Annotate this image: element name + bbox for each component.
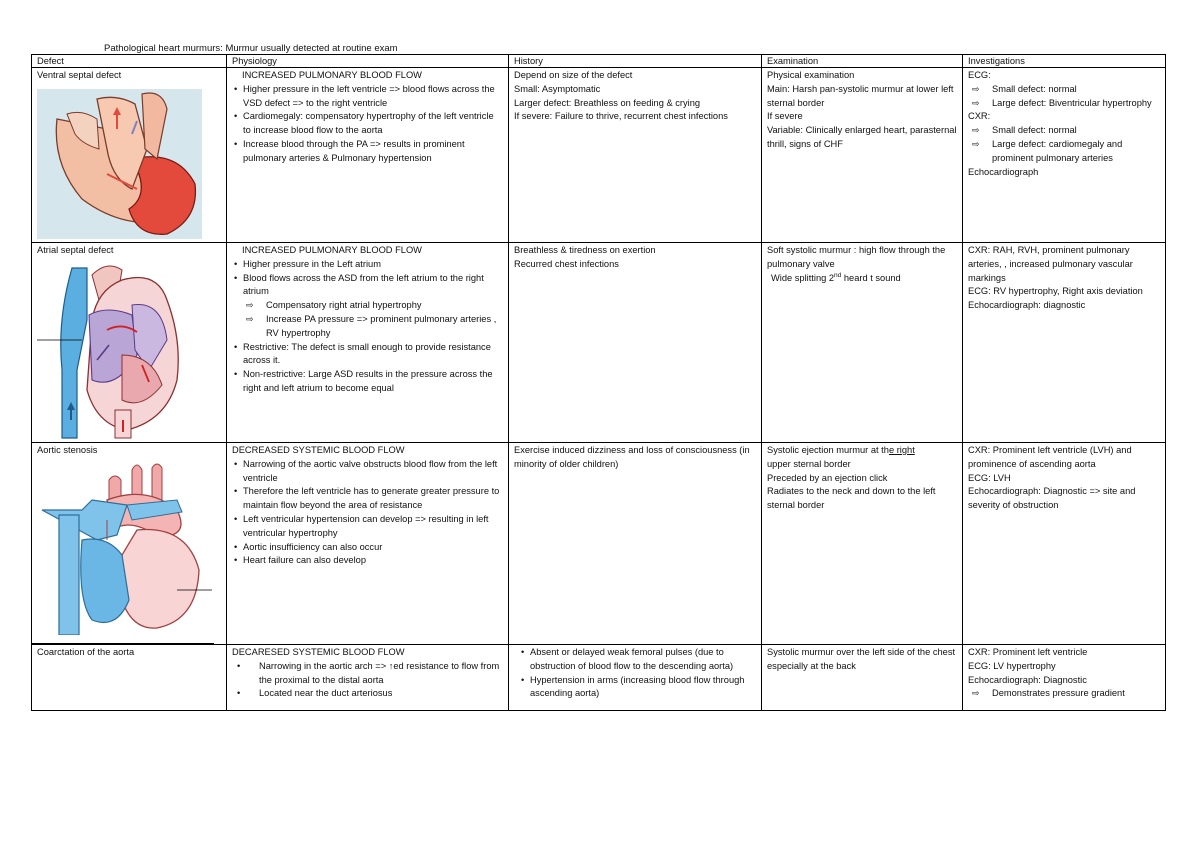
history-line: Exercise induced dizziness and loss of consciousness (in minority of older children): [514, 445, 750, 469]
exam-line: If severe: [767, 111, 803, 122]
history-line: Recurred chest infections: [514, 258, 619, 269]
investigation-line: CXR: Prominent left ventricle (LVH) and prominence of ascending aorta: [968, 445, 1132, 469]
list-item: • Therefore the left ventricle has to generate greater pressure to maintain flow beyond the area of resistance: [243, 485, 503, 513]
physiology-list: [232, 83, 503, 166]
examination-cell: [762, 443, 963, 645]
physiology-list: [232, 458, 503, 568]
exam-text: Systolic ejection murmur at th: [767, 445, 889, 455]
physiology-list: [232, 341, 503, 396]
aortic-stenosis-illustration: [37, 460, 212, 635]
investigation-line: Echocardiograph: Diagnostic => site and severity of obstruction: [968, 486, 1136, 511]
exam-line: Variable: Clinically enlarged heart, parasternal thrill, signs of CHF: [767, 125, 957, 149]
physiology-heading: INCREASED PULMONARY BLOOD FLOW: [242, 245, 422, 255]
list-item-text: Blood flows across the ASD from the left atrium to the right atrium: [243, 272, 484, 297]
exam-line: [767, 272, 957, 286]
exam-text: Wide splitting 2: [771, 272, 835, 283]
exam-line: Preceded by an ejection click: [767, 472, 888, 483]
header-physiology: Physiology: [227, 55, 509, 68]
investigation-line: ECG: LVH: [968, 472, 1011, 483]
physiology-list: [232, 660, 503, 701]
history-cell: [509, 443, 762, 645]
history-cell: [509, 645, 762, 711]
list-item: • Higher pressure in the Left atrium: [243, 258, 503, 272]
investigation-line: Echocardiograph: Diagnostic: [968, 674, 1087, 685]
table-row: [32, 443, 1166, 645]
list-item: ⇨ Large defect: cardiomegaly and prominent pulmonary arteries: [992, 138, 1160, 166]
physiology-cell: [227, 443, 509, 645]
list-item: • Absent or delayed weak femoral pulses (due to obstruction of blood flow to the descending aorta): [530, 646, 756, 674]
physiology-cell: [227, 243, 509, 443]
list-item: ⇨ Increase PA pressure => prominent pulmonary arteries , RV hypertrophy: [266, 313, 503, 341]
exam-text-underlined: e right: [888, 445, 915, 455]
defect-cell: [32, 645, 227, 711]
divider: [32, 643, 214, 644]
investigations-cell: [963, 243, 1166, 443]
table-header-row: [32, 55, 1166, 68]
history-line: If severe: Failure to thrive, recurrent chest infections: [514, 111, 728, 122]
history-line: Depend on size of the defect: [514, 70, 633, 80]
murmur-table: [31, 54, 1166, 711]
defect-name: Coarctation of the aorta: [37, 647, 135, 657]
list-item: • Narrowing of the aortic valve obstructs blood flow from the left ventricle: [243, 458, 503, 486]
exam-line: [767, 444, 957, 458]
header-investigations: Investigations: [963, 55, 1166, 68]
list-item: ⇨ Large defect: Biventricular hypertrophy: [992, 97, 1160, 111]
header-examination: Examination: [762, 55, 963, 68]
list-item: • Located near the duct arteriosus: [243, 687, 503, 701]
page-title: Pathological heart murmurs: Murmur usually detected at routine exam: [104, 43, 398, 54]
defect-name: Aortic stenosis: [37, 445, 98, 455]
investigations-cell: [963, 645, 1166, 711]
list-item: • Restrictive: The defect is small enough to provide resistance across it.: [243, 341, 503, 369]
table-row: [32, 645, 1166, 711]
investigation-list: [968, 687, 1160, 701]
ecg-label: ECG:: [968, 70, 991, 80]
history-list: [514, 646, 756, 701]
exam-line: Physical examination: [767, 70, 855, 80]
examination-cell: [762, 645, 963, 711]
examination-cell: [762, 68, 963, 243]
exam-line: Main: Harsh pan-systolic murmur at lower left sternal border: [767, 83, 954, 108]
physiology-heading: INCREASED PULMONARY BLOOD FLOW: [242, 70, 422, 80]
history-cell: [509, 68, 762, 243]
atrial-septal-defect-illustration: [37, 260, 187, 440]
list-item: [243, 272, 503, 300]
physiology-heading: DECREASED SYSTEMIC BLOOD FLOW: [232, 445, 405, 455]
physiology-cell: [227, 645, 509, 711]
history-line: Larger defect: Breathless on feeding & crying: [514, 97, 701, 108]
list-item: ⇨ Small defect: normal: [992, 124, 1160, 138]
defect-cell: [32, 243, 227, 443]
list-item: • Cardiomegaly: compensatory hypertrophy of the left ventricle to increase blood flow to the aorta: [243, 110, 503, 138]
header-history: History: [509, 55, 762, 68]
echo-line: Echocardiograph: [968, 166, 1039, 177]
defect-name: Atrial septal defect: [37, 245, 114, 255]
physiology-cell: [227, 68, 509, 243]
exam-text: heard t sound: [841, 272, 901, 283]
list-item: • Higher pressure in the left ventricle => blood flows across the VSD defect => to the right ventricle: [243, 83, 503, 111]
exam-line: Soft systolic murmur : high flow through the pulmonary valve: [767, 245, 946, 269]
cxr-list: [968, 124, 1160, 165]
list-item: • Aortic insufficiency can also occur: [243, 541, 503, 555]
list-item: • Hypertension in arms (increasing blood flow through ascending aorta): [530, 674, 756, 702]
investigations-cell: [963, 443, 1166, 645]
cxr-label: CXR:: [968, 111, 991, 122]
list-item: • Heart failure can also develop: [243, 554, 503, 568]
header-defect: Defect: [32, 55, 227, 68]
history-line: Small: Asymptomatic: [514, 83, 601, 94]
ventricular-septal-defect-illustration: [37, 89, 202, 239]
table-row: [32, 68, 1166, 243]
investigation-line: ECG: LV hypertrophy: [968, 660, 1056, 671]
defect-cell: [32, 443, 227, 645]
defect-cell: [32, 68, 227, 243]
list-item: ⇨ Small defect: normal: [992, 83, 1160, 97]
physiology-sublist: [232, 299, 503, 340]
history-cell: [509, 243, 762, 443]
examination-cell: [762, 243, 963, 443]
list-item: • Non-restrictive: Large ASD results in the pressure across the right and left atrium to become equal: [243, 368, 503, 396]
investigations-cell: [963, 68, 1166, 243]
list-item: ⇨ Demonstrates pressure gradient: [992, 687, 1160, 701]
defect-name: Ventral septal defect: [37, 70, 122, 80]
investigation-line: Echocardiograph: diagnostic: [968, 300, 1086, 311]
investigation-line: CXR: RAH, RVH, prominent pulmonary arteries, , increased pulmonary vascular markings: [968, 245, 1133, 283]
investigation-line: CXR: Prominent left ventricle: [968, 647, 1088, 657]
list-item: • Narrowing in the aortic arch => ↑ed resistance to flow from the proximal to the distal aorta: [243, 660, 503, 688]
exam-line: upper sternal border: [767, 458, 851, 469]
physiology-heading: DECARESED SYSTEMIC BLOOD FLOW: [232, 647, 405, 657]
exam-superscript: nd: [834, 271, 842, 279]
list-item: • Increase blood through the PA => results in prominent pulmonary arteries & Pulmonary hypertension: [243, 138, 503, 166]
exam-line: Radiates to the neck and down to the left sternal border: [767, 486, 936, 511]
list-item: • Left ventricular hypertension can develop => resulting in left ventricular hypertrophy: [243, 513, 503, 541]
investigation-line: ECG: RV hypertrophy, Right axis deviation: [968, 286, 1143, 297]
exam-line: Systolic murmur over the left side of the chest especially at the back: [767, 647, 956, 671]
ecg-list: [968, 83, 1160, 111]
table-row: [32, 243, 1166, 443]
history-line: Breathless & tiredness on exertion: [514, 245, 656, 255]
list-item: ⇨ Compensatory right atrial hypertrophy: [266, 299, 503, 313]
physiology-list: [232, 258, 503, 299]
